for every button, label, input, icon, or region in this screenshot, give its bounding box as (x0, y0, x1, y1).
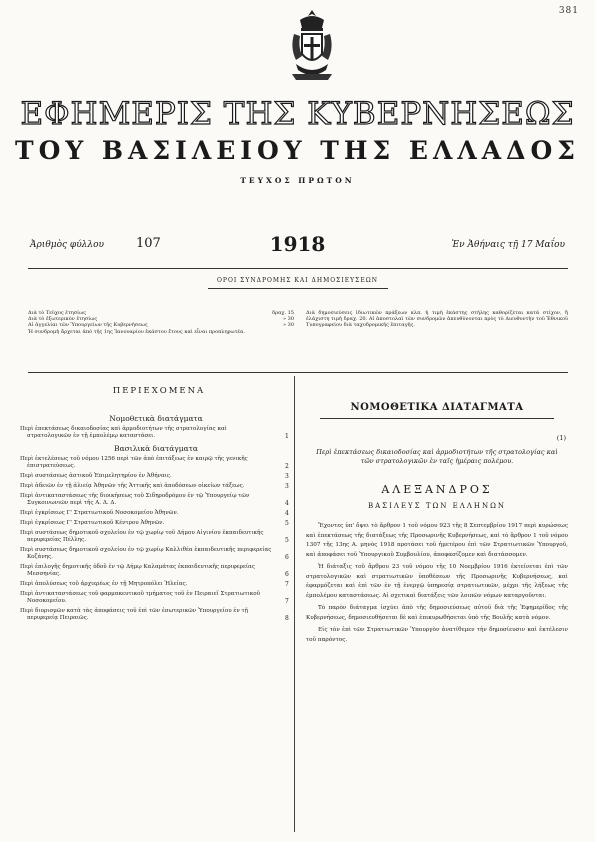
issue-date: Ἐν Ἀθήναις τῇ 17 Μαΐου (451, 240, 565, 250)
fee-label: Διὰ τὸ ἐξωτερικὸν ἐτησίως (28, 316, 98, 323)
issue-year: 1918 (269, 232, 326, 256)
fees-note: Ἡ συνδρομὴ ἄρχεται ἀπὸ τῆς 1ης Ἰανουαρίου ἑκάστου ἔτους καὶ εἶναι προπληρωτέα. (28, 328, 245, 335)
contents-entry: Περὶ συστάσεως δημοτικοῦ σχολείου ἐν τῷ χωρίῳ Καλλιθέα ἐκπαιδευτικῆς περιφερείας Κοζάνης. 6 (20, 547, 289, 561)
decree-body (306, 522, 568, 648)
contents-entry: Περὶ ἐπιλογῆς δημοτικῆς ὁδοῦ ἐν τῷ Δήμῳ Καλαμάτας ἐκπαιδευτικῆς περιφερείας Μεσσηνίας. 6 (20, 564, 289, 578)
decree-paragraph: Τὸ παρὸν διάταγμα ἰσχύει ἀπὸ τῆς δημοσιεύσεως αὐτοῦ διὰ τῆς Ἐφημερίδος τῆς Κυβερνήσεως, δημοσιευθήσεται δὲ καὶ ἐπικυρωθήσεται ὑπὸ τῆς Βουλῆς κατὰ νόμον. (306, 605, 568, 621)
contents-entry: Περὶ συστάσεως ἀστικοῦ Ἐπιμελητηρίου ἐν Ἀθήναις. 3 (20, 473, 289, 480)
contents-entry-text: Περὶ ἐπιλογῆς δημοτικῆς ὁδοῦ ἐν τῷ Δήμῳ Καλαμάτας ἐκπαιδευτικῆς περιφερείας Μεσσηνίας. (20, 564, 255, 577)
contents-entry-text: Περὶ ἀντικαταστάσεως τῆς διοικήσεως τοῦ Σιδηροδρόμου ἐν τῷ Ὑπουργείῳ τῶν Συγκοινωνιῶν περὶ τῆς Α. Δ. Δ. (20, 493, 250, 506)
masthead-rule (28, 268, 568, 269)
contents-entry-text: Περὶ ἐπεκτάσεως δικαιοδοσίας καὶ ἁρμοδιοτήτων τῆς στρατολογίας καὶ στρατολογικῶν ἐν τῇ ἐμπολέμῳ καταστάσει. (20, 426, 227, 439)
contents-entry-text: Περὶ ἐκτελέσεως τοῦ νόμου 1256 περὶ τῶν ἀπὸ ἐπιτάξεως ἐν καιρῷ τῆς γενικῆς ἐπιστρατεύσεως. (20, 456, 248, 469)
contents-entry-text: Περὶ συστάσεως ἀστικοῦ Ἐπιμελητηρίου ἐν Ἀθήναις. (20, 473, 172, 479)
section-rule (28, 372, 568, 373)
contents-entry: Περὶ ἀντικαταστάσεως τῆς διοικήσεως τοῦ Σιδηροδρόμου ἐν τῷ Ὑπουργείῳ τῶν Συγκοινωνιῶν περὶ τῆς Α. Δ. Δ. 4 (20, 493, 289, 507)
page-number: 381 (558, 6, 579, 16)
contents-entry-text: Περὶ συστάσεως δημοτικοῦ σχολείου ἐν τῷ χωρίῳ τοῦ Δήμου Αἰγινίου ἐκπαιδευτικῆς περιφερείας Πέλλης. (20, 530, 264, 543)
contents-section-heading: Νομοθετικὰ διατάγματα (109, 414, 203, 423)
fee-amount: δραχ. 15 (272, 310, 294, 316)
decrees-title-rule (320, 418, 554, 419)
contents-title: ΠΕΡΙΕΧΟΜΕΝΑ (112, 386, 206, 396)
contents-entry: Περὶ ἀντικαταστάσεως τοῦ φαρμακευτικοῦ τμήματος τοῦ ἐν Πειραιεῖ Στρατιωτικοῦ Νοσοκομείου. 7 (20, 591, 289, 605)
contents-entry: Περὶ ἐκτελέσεως τοῦ νόμου 1256 περὶ τῶν ἀπὸ ἐπιτάξεως ἐν καιρῷ τῆς γενικῆς ἐπιστρατεύσεως. 2 (20, 456, 289, 470)
subscription-fees (28, 310, 294, 335)
decree-paragraph: Ἔχοντες ὑπ' ὄψει τὸ ἄρθρον 1 τοῦ νόμου 923 τῆς 8 Σεπτεμβρίου 1917 περὶ κυρώσεως καὶ ἐπεκτάσεως τῆς διατάξεως τῆς Προσωρινῆς Κυβερνήσεως, καὶ τὸ ἄρθρον 1 τοῦ νόμου 1307 τῆς 13ης Α. μηνὸς 1918 προτάσει τοῦ ἡμετέρου ἐπὶ τῶν Στρατιωτικῶν Ὑπουργοῦ, καὶ ἀποφάσει τοῦ Ὑπουργικοῦ Συμβουλίου, ἀποφασίζομεν καὶ διατάσσομεν. (306, 523, 568, 558)
contents-entry-text: Περὶ διορισμῶν κατὰ τὰς ἀποφάσεις τοῦ ἐπὶ τῶν ἐσωτερικῶν Ὑπουργείου ἐν τῇ περιφερείᾳ Πειραιῶς. (20, 608, 248, 621)
contents-entry: Περὶ διορισμῶν κατὰ τὰς ἀποφάσεις τοῦ ἐπὶ τῶν ἐσωτερικῶν Ὑπουργείου ἐν τῇ περιφερείᾳ Πειραιῶς. 8 (20, 608, 289, 622)
column-divider (294, 376, 295, 832)
fee-amount: » 30 (282, 316, 294, 323)
fee-amount: » 30 (282, 322, 294, 329)
king-title: ΒΑΣΙΛΕΥΣ ΤΩΝ ΕΛΛΗΝΩΝ (367, 502, 507, 510)
subscription-notes: Διὰ δημοσιεύσεις ἰδιωτικῶν πράξεων κλπ. ἡ τιμὴ ἑκάστης στήλης καθορίζεται κατὰ στίχον, ἢ ἐλάχιστη τιμὴ δραχ. 20. Αἱ ἀποστολαὶ τῶν συνδρομῶν ἀπευθύνονται πρὸς τὸ Διευθυντὴν τοῦ Ἐθνικοῦ Τυπογραφείου διὰ ταχυδρομικῆς ἐπιταγῆς. (306, 310, 568, 329)
decree-paragraph: Εἰς τὸν ἐπὶ τῶν Στρατιωτικῶν Ὑπουργὸν ἀνατίθεμεν τὴν δημοσίευσιν καὶ ἐκτέλεσιν τοῦ παρόντος. (306, 627, 568, 643)
contents-entry-text: Περὶ ἀδειῶν ἐν τῇ ἀλιείᾳ Ἀθηνῶν τῆς Ἀττικῆς καὶ ἀποδόσεων οἰκείων τάξεως. (20, 483, 245, 489)
fee-label: Αἱ ἀγγελίαι τῶν Ὑπουργείων τῆς Κυβερνήσεως (28, 322, 148, 329)
contents-entry-text: Περὶ ἐγκρίσεως Γ' Στρατιωτικοῦ Κέντρου Ἀθηνῶν. (20, 520, 165, 526)
contents-entry: Περὶ ἐγκρίσεως Γ' Στρατιωτικοῦ Νοσοκομείου Ἀθηνῶν. 4 (20, 510, 289, 517)
contents-entry: Περὶ ἐπεκτάσεως δικαιοδοσίας καὶ ἁρμοδιοτήτων τῆς στρατολογίας καὶ στρατολογικῶν ἐν τῇ ἐμπολέμῳ καταστάσει. 1 (20, 426, 289, 440)
subscription-rule (208, 288, 388, 289)
king-name: ΑΛΕΞΑΝΔΡΟΣ (381, 483, 493, 496)
contents-entry: Περὶ συστάσεως δημοτικοῦ σχολείου ἐν τῷ χωρίῳ τοῦ Δήμου Αἰγινίου ἐκπαιδευτικῆς περιφερείας Πέλλης. 5 (20, 530, 289, 544)
subscription-title: ΟΡΟΙ ΣΥΝΔΡΟΜΗΣ ΚΑΙ ΔΗΜΟΣΙΕΥΣΕΩΝ (217, 277, 378, 284)
contents-entry-text: Περὶ ἐγκρίσεως Γ' Στρατιωτικοῦ Νοσοκομείου Ἀθηνῶν. (20, 510, 179, 516)
issue-number-label: Ἀριθμὸς φύλλου (30, 240, 104, 250)
gazette-title: ΕΦΗΜΕΡΙΣ ΤΗΣ ΚΥΒΕΡΝΗΣΕΩΣ (20, 96, 575, 132)
contents-section-heading: Βασιλικὰ διατάγματα (114, 444, 198, 453)
contents-entry-text: Περὶ ἀντικαταστάσεως τοῦ φαρμακευτικοῦ τμήματος τοῦ ἐν Πειραιεῖ Στρατιωτικοῦ Νοσοκομείου. (20, 591, 260, 604)
decree-number: (1) (556, 434, 566, 442)
issue-info-row (30, 232, 565, 258)
contents-entry-text: Περὶ ἀπολύσεως τοῦ ἀρχιερέως ἐν τῇ Μητροπόλει Ἠλείας. (20, 581, 188, 587)
decree-paragraph: Ἡ διάταξις τοῦ ἄρθρου 23 τοῦ νόμου τῆς 10 Νοεμβρίου 1916 ἐκτείνεται ἐπὶ τῶν στρατολογικῶν καὶ στρατιωτικῶν ὑποθέσεων τῆς Προσωρινῆς Κυβερνήσεως, καὶ ἐφαρμόζεται καὶ ἐπὶ τῶν ἐν τῇ ἐνεργῷ ὑπηρεσίᾳ στρατιωτικῶν, μέχρι τῆς λήξεως τῆς ἐμπολέμου καταστάσεως. Αἱ σχετικαὶ διατάξεις τῶν λοιπῶν νόμων καταργοῦνται. (306, 564, 568, 599)
contents-entry: Περὶ ἀδειῶν ἐν τῇ ἀλιείᾳ Ἀθηνῶν τῆς Ἀττικῆς καὶ ἀποδόσεων οἰκείων τάξεως. 3 (20, 483, 289, 490)
contents-entry: Περὶ ἐγκρίσεως Γ' Στρατιωτικοῦ Κέντρου Ἀθηνῶν. 5 (20, 520, 289, 527)
contents-entry-text: Περὶ συστάσεως δημοτικοῦ σχολείου ἐν τῷ χωρίῳ Καλλιθέα ἐκπαιδευτικῆς περιφερείας Κοζάνης. (20, 547, 272, 560)
decree-subject: Περὶ ἐπεκτάσεως δικαιοδοσίας καὶ ἁρμοδιοτήτων τῆς στρατολογίας καὶ τῶν στρατολογικῶν ἐν ταῖς ἡμέραις πολέμου. (316, 448, 558, 465)
gazette-kingdom-title: ΤΟΥ ΒΑΣΙΛΕΙΟΥ ΤΗΣ ΕΛΛΑΔΟΣ (14, 136, 580, 165)
gazette-issue-type: ΤΕΥΧΟΣ ΠΡΩΤΟΝ (240, 176, 355, 185)
contents-list (20, 410, 292, 625)
fee-label: Διὰ τὸ Τεῦχος ἐτησίως (28, 310, 86, 316)
decrees-section-title: ΝΟΜΟΘΕΤΙΚΑ ΔΙΑΤΑΓΜΑΤΑ (350, 402, 524, 413)
contents-entry: Περὶ ἀπολύσεως τοῦ ἀρχιερέως ἐν τῇ Μητροπόλει Ἠλείας. 7 (20, 581, 289, 588)
fee-row (28, 322, 294, 328)
issue-number: 107 (136, 236, 161, 251)
coat-of-arms-icon (286, 8, 338, 92)
